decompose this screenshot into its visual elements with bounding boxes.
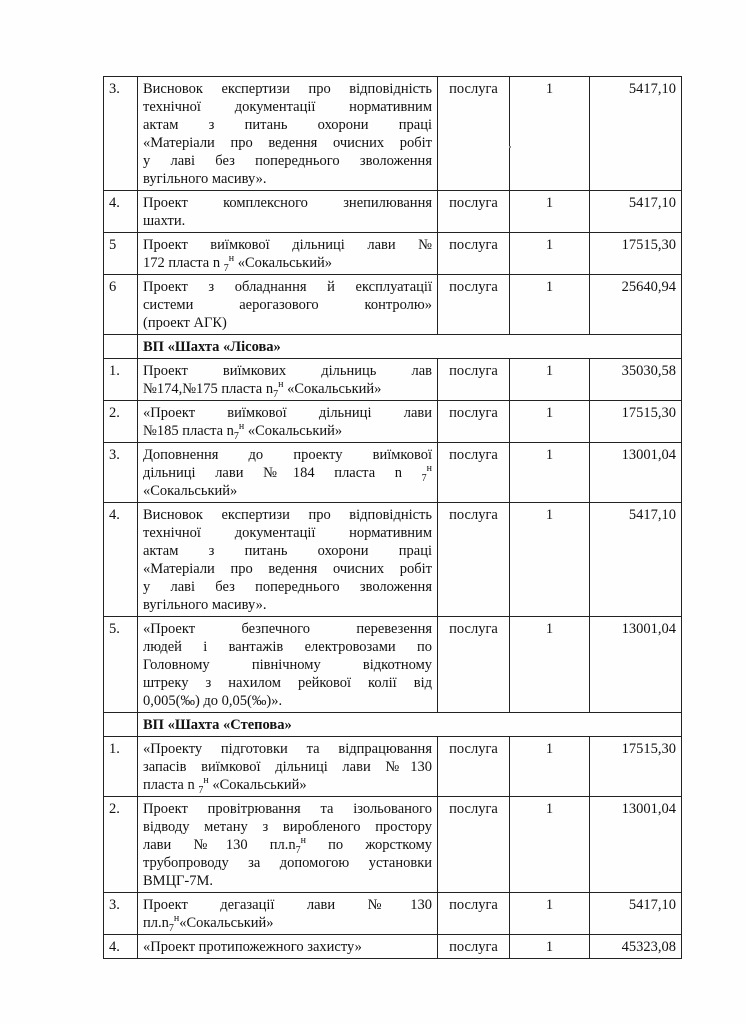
price-cell: 35030,58 [590, 359, 682, 401]
description-line: №185 пласта $n_7^н$ «Сокальський» [143, 421, 343, 442]
section-row [104, 335, 682, 359]
description-line: «Проект безпечного перевезення [143, 621, 432, 637]
unit-cell: послуга [438, 359, 510, 401]
description-line: $пл.n_7^н«Сокальський$» [143, 913, 274, 934]
table-row [104, 503, 682, 617]
description-line: у лаві без попереднього зволоження [143, 153, 432, 169]
description-line: лави №130 $пл.n_7^н$ по жорсткому [143, 835, 432, 856]
unit-cell: послуга [438, 737, 510, 797]
row-number: 5. [104, 617, 138, 713]
description-line: відводу метану з виробленого простору [143, 819, 432, 835]
quantity-cell: 1 [510, 233, 590, 275]
quantity-cell: 1 [510, 503, 590, 617]
description-line: Проект комплексного знепилювання [143, 195, 432, 211]
description-line: дільниці лави №184 пласта n $_7^н$ [143, 463, 432, 484]
price-cell: 13001,04 [590, 617, 682, 713]
quantity-cell: 1 [510, 275, 590, 335]
table-row [104, 737, 682, 797]
service-description [138, 191, 438, 233]
service-description [138, 737, 438, 797]
section-num-cell [104, 335, 138, 359]
description-line: системи аерогазового контролю» [143, 297, 432, 313]
table-row [104, 233, 682, 275]
services-table [103, 76, 682, 959]
row-number: 2. [104, 401, 138, 443]
row-number: 3. [104, 443, 138, 503]
services-table-body [104, 77, 682, 959]
table-row [104, 797, 682, 893]
service-description [138, 77, 438, 191]
table-row [104, 401, 682, 443]
quantity-cell: 1 [510, 737, 590, 797]
price-cell: 13001,04 [590, 443, 682, 503]
quantity-cell: 1 [510, 935, 590, 959]
description-line: технічної документації нормативним [143, 525, 432, 541]
price-cell: 13001,04 [590, 797, 682, 893]
unit-cell: послуга [438, 617, 510, 713]
unit-cell: послуга [438, 893, 510, 935]
description-line: актам з питань охорони праці [143, 117, 432, 133]
description-line: Проект провітрювання та ізольованого [143, 801, 432, 817]
price-cell: 5417,10 [590, 77, 682, 191]
table-row [104, 617, 682, 713]
description-line: «Проекту підготовки та відпрацювання [143, 741, 432, 757]
description-line: «Проект протипожежного захисту» [143, 939, 362, 955]
description-line: Проект з обладнання й експлуатації [143, 279, 432, 295]
table-row [104, 359, 682, 401]
description-line: «Матеріали про ведення очисних робіт [143, 561, 432, 577]
unit-cell: послуга [438, 443, 510, 503]
row-number: 3. [104, 893, 138, 935]
description-line: запасів виїмкової дільниці лави №130 [143, 759, 432, 775]
description-line: №174,№175 пласта $n_7^н$ «Сокальський» [143, 379, 382, 400]
table-row [104, 191, 682, 233]
price-cell: 5417,10 [590, 191, 682, 233]
description-line: штреку з нахилом рейкової колії від [143, 675, 432, 691]
table-row [104, 893, 682, 935]
scan-speck [509, 146, 511, 148]
unit-cell: послуга [438, 233, 510, 275]
row-number: 4. [104, 503, 138, 617]
price-cell: 45323,08 [590, 935, 682, 959]
unit-cell: послуга [438, 503, 510, 617]
description-line: Проект виїмкової дільниці лави № [143, 237, 432, 253]
quantity-cell: 1 [510, 359, 590, 401]
description-line: ВМЦГ-7М. [143, 873, 214, 889]
description-line: (проект АГК) [143, 315, 227, 331]
service-description [138, 797, 438, 893]
quantity-cell: 1 [510, 797, 590, 893]
section-title: ВП «Шахта «Лісова» [138, 335, 682, 359]
description-line: «Матеріали про ведення очисних робіт [143, 135, 432, 151]
description-line: Проект дегазації лави №130 [143, 897, 432, 913]
description-line: вугільного масиву». [143, 597, 267, 613]
description-line: Доповнення до проекту виїмкової [143, 447, 432, 463]
row-number: 5 [104, 233, 138, 275]
service-description [138, 503, 438, 617]
service-description [138, 401, 438, 443]
service-description [138, 893, 438, 935]
row-number: 6 [104, 275, 138, 335]
description-line: 172 пласта n $_7^н$ «Сокальський» [143, 253, 332, 274]
quantity-cell: 1 [510, 401, 590, 443]
description-line: 0,005(‰) до 0,05(‰)». [143, 693, 283, 709]
description-line: людей і вантажів електровозами по [143, 639, 432, 655]
service-description [138, 275, 438, 335]
unit-cell: послуга [438, 77, 510, 191]
description-line: Проект виїмкових дільниць лав [143, 363, 432, 379]
section-title: ВП «Шахта «Степова» [138, 713, 682, 737]
price-cell: 17515,30 [590, 401, 682, 443]
table-row [104, 443, 682, 503]
unit-cell: послуга [438, 401, 510, 443]
unit-cell: послуга [438, 191, 510, 233]
description-line: пласта n $_7^н$ «Сокальський» [143, 775, 307, 796]
description-line: вугільного масиву». [143, 171, 267, 187]
service-description [138, 617, 438, 713]
section-row [104, 713, 682, 737]
unit-cell: послуга [438, 797, 510, 893]
quantity-cell: 1 [510, 617, 590, 713]
description-line: технічної документації нормативним [143, 99, 432, 115]
unit-cell: послуга [438, 935, 510, 959]
row-number: 4. [104, 191, 138, 233]
table-row [104, 77, 682, 191]
row-number: 3. [104, 77, 138, 191]
row-number: 4. [104, 935, 138, 959]
description-line: Головному північному відкотному [143, 657, 432, 673]
description-line: «Проект виїмкової дільниці лави [143, 405, 432, 421]
price-cell: 25640,94 [590, 275, 682, 335]
table-row [104, 275, 682, 335]
price-cell: 17515,30 [590, 233, 682, 275]
description-line: «Сокальський» [143, 483, 238, 499]
quantity-cell: 1 [510, 443, 590, 503]
quantity-cell: 1 [510, 893, 590, 935]
service-description [138, 443, 438, 503]
service-description [138, 233, 438, 275]
service-description [138, 935, 438, 959]
description-line: у лаві без попереднього зволоження [143, 579, 432, 595]
description-line: шахти. [143, 213, 186, 229]
price-cell: 5417,10 [590, 503, 682, 617]
section-num-cell [104, 713, 138, 737]
quantity-cell: 1 [510, 77, 590, 191]
description-line: актам з питань охорони праці [143, 543, 432, 559]
description-line: Висновок експертизи про відповідність [143, 507, 432, 523]
service-description [138, 359, 438, 401]
description-line: трубопроводу за допомогою установки [143, 855, 432, 871]
unit-cell: послуга [438, 275, 510, 335]
row-number: 2. [104, 797, 138, 893]
quantity-cell: 1 [510, 191, 590, 233]
row-number: 1. [104, 359, 138, 401]
price-cell: 17515,30 [590, 737, 682, 797]
price-cell: 5417,10 [590, 893, 682, 935]
description-line: Висновок експертизи про відповідність [143, 81, 432, 97]
table-row [104, 935, 682, 959]
row-number: 1. [104, 737, 138, 797]
